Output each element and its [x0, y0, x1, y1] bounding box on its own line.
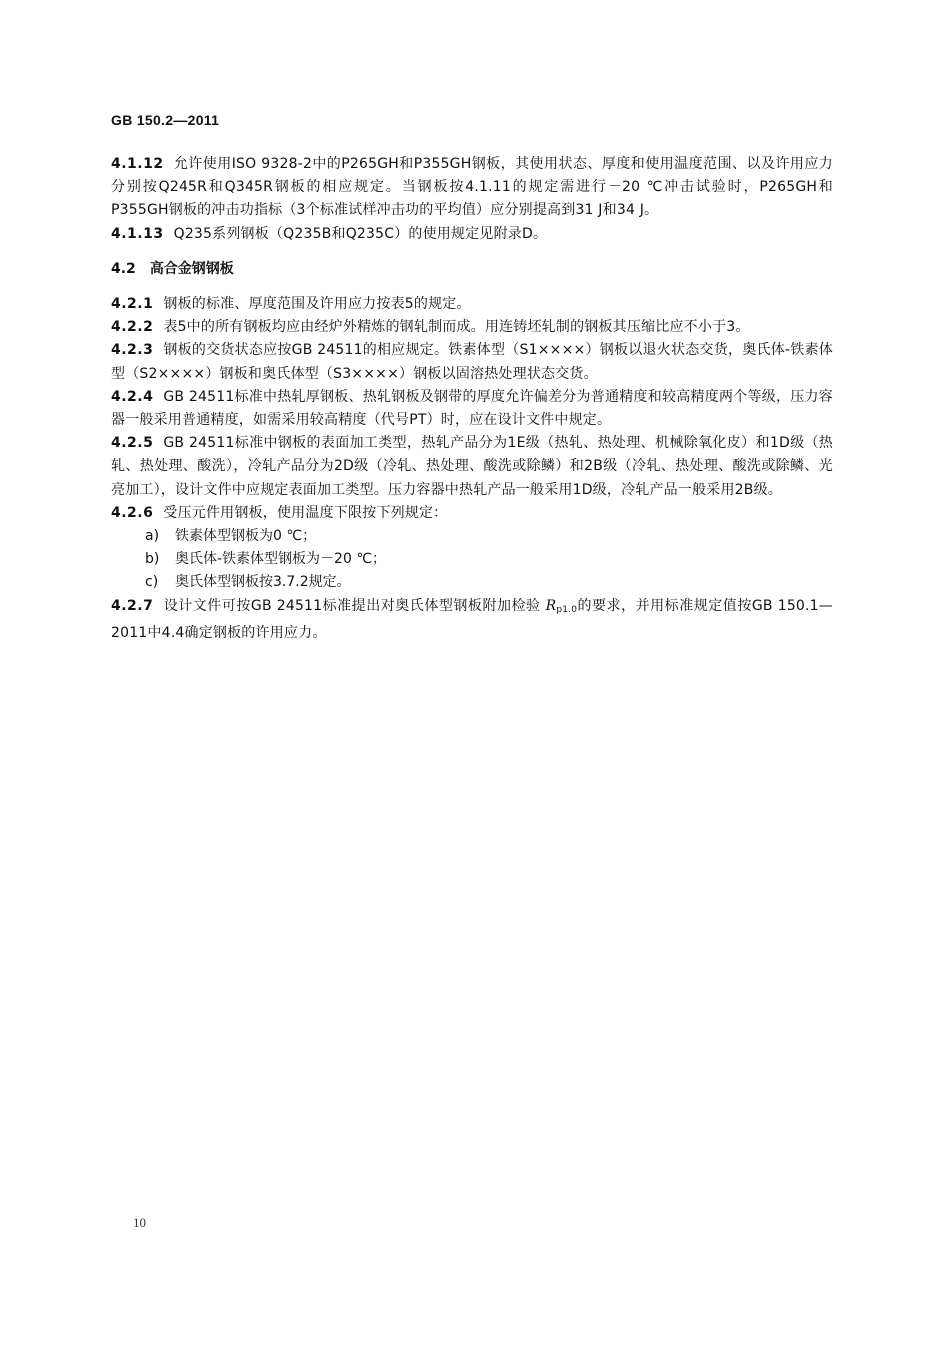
clause-text: 钢板的标准、厚度范围及许用应力按表5的规定。: [163, 296, 471, 313]
list-text: 奥氏体-铁素体型钢板为－20 ℃；: [175, 551, 387, 568]
list-marker: c): [145, 574, 159, 591]
clause-text: Q235系列钢板（Q235B和Q235C）的使用规定见附录D。: [173, 225, 548, 242]
list-item: [111, 571, 833, 594]
clause-4-2-3: [111, 339, 833, 385]
clause-text: 受压元件用钢板，使用温度下限按下列规定：: [163, 504, 448, 521]
math-symbol: [546, 598, 578, 614]
list-item: [111, 525, 833, 548]
document-body: [111, 153, 833, 645]
clause-number: 4.2.3: [111, 342, 154, 359]
page-number: 10: [133, 1215, 146, 1230]
clause-text-before: 设计文件可按GB 24511标准提出对奥氏体型钢板附加检验: [163, 597, 541, 614]
clause-4-2-2: [111, 316, 833, 339]
clause-4-2-6: [111, 502, 833, 525]
clause-4-1-12: [111, 153, 833, 223]
clause-number: 4.2.2: [111, 319, 154, 336]
section-title: 高合金钢钢板: [149, 260, 234, 277]
clause-number: 4.1.13: [111, 225, 164, 242]
clause-4-2-4: [111, 386, 833, 432]
clause-number: 4.2.1: [111, 296, 154, 313]
clause-text: GB 24511标准中热轧厚钢板、热轧钢板及钢带的厚度允许偏差分为普通精度和较高精度两个等级，压力容器一般采用普通精度，如需采用较高精度（代号PT）时，应在设计文件中规定。: [111, 388, 833, 429]
clause-number: 4.2.6: [111, 504, 154, 521]
list-marker: a): [145, 528, 160, 545]
clause-text: GB 24511标准中钢板的表面加工类型，热轧产品分为1E级（热轧、热处理、机械除氧化皮）和1D级（热轧、热处理、酸洗），冷轧产品分为2D级（冷轧、热处理、酸洗或除鳞）和2B级（冷轧、热处理、酸洗或除鳞、光亮加工），设计文件中应规定表面加工类型。压力容器中热轧产品一般采用1D级，冷轧产品一般采用2B级。: [111, 435, 833, 498]
clause-number: 4.2.7: [111, 597, 154, 614]
clause-text: 表5中的所有钢板均应由经炉外精炼的钢轧制而成。用连铸坯轧制的钢板其压缩比应不小于3。: [163, 319, 750, 336]
clause-4-2-7: [111, 595, 833, 645]
clause-number: 4.2.5: [111, 435, 154, 452]
list-text: 奥氏体型钢板按3.7.2规定。: [175, 574, 351, 591]
section-heading: [111, 258, 833, 281]
document-header: GB 150.2—2011: [111, 112, 220, 128]
clause-4-1-13: [111, 223, 833, 246]
section-number: 4.2: [111, 260, 136, 277]
clause-text: 钢板的交货状态应按GB 24511的相应规定。铁素体型（S1××××）钢板以退火状态交货，奥氏体-铁素体型（S2××××）钢板和奥氏体型（S3××××）钢板以固溶热处理状态交货。: [111, 342, 833, 382]
symbol-subscript: p1.0: [556, 604, 578, 615]
clause-text: 允许使用ISO 9328-2中的P265GH和P355GH钢板，其使用状态、厚度和使用温度范围、以及许用应力分别按Q245R和Q345R钢板的相应规定。当钢板按4.1.11的规定需进行－20 ℃冲击试验时，P265GH和P355GH钢板的冲击功指标（3个标准试样冲击功的平均值）应分别提高到31 J和34 J。: [111, 156, 833, 219]
list-marker: b): [145, 551, 160, 568]
clause-number: 4.2.4: [111, 388, 154, 405]
clause-4-2-5: [111, 432, 833, 502]
list-text: 铁素体型钢板为0 ℃；: [175, 528, 317, 545]
list-item: [111, 548, 833, 571]
clause-4-2-1: [111, 293, 833, 316]
clause-number: 4.1.12: [111, 156, 164, 172]
clause-text-after: 的要求，并用标准规定值按GB 150.1—2011中4.4确定钢板的许用应力。: [111, 597, 833, 641]
symbol-r: R: [545, 597, 557, 614]
